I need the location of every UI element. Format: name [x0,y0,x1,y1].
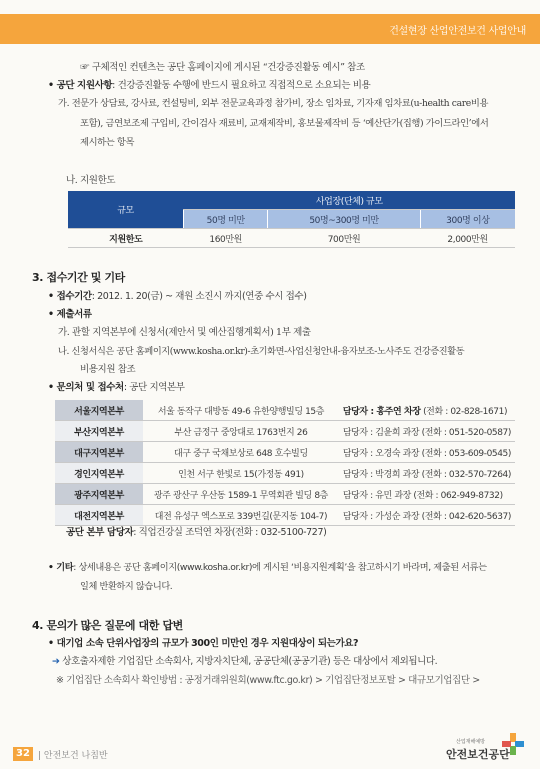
region-name: 경인지역본부 [55,463,143,484]
docs-na-line1: 나. 신청서식은 공단 홈페이지(www.kosha.or.kr)-초기화면-사업신청안내-융자보조-노사주도 건강증진활동 [58,346,465,357]
arrow-right-icon: ➔ [52,656,60,667]
region-contact: 담당자 : 유민 과장 (전화 : 062-949-8732) [339,484,515,505]
region-contact: 담당자 : 오경숙 과장 (전화 : 053-609-0545) [339,442,515,463]
etc-text-line1: : 상세내용은 공단 홈페이지(www.kosha.or.kr)에 게시된 ‘비용지원계획’을 참고하시기 바라며, 제출된 서류는 [73,562,487,573]
region-name: 서울지역본부 [55,400,143,421]
etc-label: • 기타 [48,562,74,573]
table-header-size: 300명 이상 [420,210,515,229]
faq-answer-text: 상호출자제한 기업집단 소속회사, 지방자치단체, 공공단체(공공기관) 등은 대상에서 제외됩니다. [62,656,438,667]
table-cell: 700만원 [268,229,420,248]
docs-ga: 가. 관할 지역본부에 신청서(제안서 및 예산집행계획서) 1부 제출 [58,327,311,338]
table-header-size: 50명 미만 [184,210,268,229]
hq-contact [66,527,326,539]
content-note: ☞ 구체적인 컨텐츠는 공단 홈페이지에 게시된 “건강증진활동 예시” 참조 [80,62,365,73]
period-item [48,291,307,303]
region-address: 대구 중구 국채보상로 648 호수빌딩 [143,442,339,463]
section-4-title: 4. 문의가 많은 질문에 대한 답변 [32,619,183,632]
period-label: • 접수기간 [48,291,92,302]
section-3-title: 3. 접수기간 및 기타 [32,271,125,284]
contact-item [48,382,185,394]
support-limit-heading: 나. 지원한도 [66,175,116,186]
region-contact: 담당자 : 김윤희 과장 (전화 : 051-520-0587) [339,421,515,442]
support-ga-line3: 제시하는 항목 [80,137,135,148]
region-name: 부산지역본부 [55,421,143,442]
region-contact: 담당자 : 가성순 과장 (전화 : 042-620-5637) [339,505,515,526]
table-cell: 2,000만원 [420,229,515,248]
region-address: 광주 광산구 우산동 1589-1 무역회관 빌딩 8층 [143,484,339,505]
docs-label: • 제출서류 [48,309,92,320]
table-header-scale: 규모 [68,191,184,229]
support-text: : 건강증진활동 수행에 반드시 필요하고 직접적으로 소요되는 비용 [112,80,371,91]
region-name: 대전지역본부 [55,505,143,526]
table-row [55,400,515,421]
region-contact: 담당자 : 박경희 과장 (전화 : 032-570-7264) [339,463,515,484]
support-ga-line1: 가. 전문가 상담료, 강사료, 컨설팅비, 외부 전문교육과정 참가비, 장소 임차료, 기자재 임차료(u-health care비용 [58,98,489,109]
org-tagline: 산업재해예방 [456,739,485,745]
docs-na-line2: 비용지원 참조 [80,364,136,375]
table-row [55,463,515,484]
table-row [55,484,515,505]
region-address: 인천 서구 한빛로 15(가정동 491) [143,463,339,484]
org-name: 안전보건공단 [446,748,510,761]
faq-note: ※ 기업집단 소속회사 확인방법 : 공정거래위원회(www.ftc.go.kr) > 기업집단정보포탈 > 대규모기업집단 > [56,675,480,686]
etc-text-line2: 일체 반환하지 않습니다. [80,581,173,592]
faq-question: • 대기업 소속 단위사업장의 규모가 300인 미만인 경우 지원대상이 되는가요? [48,638,359,649]
table-row-label: 지원한도 [68,229,184,248]
hq-contact-label: 공단 본부 담당자 [66,527,134,538]
faq-answer [52,656,437,668]
contact-text: : 공단 지역본부 [123,382,185,393]
kosha-logo-icon [501,732,525,756]
page-number: 32 [13,747,33,761]
region-address: 부산 금정구 중앙대로 1763번지 26 [143,421,339,442]
footer-text: | 안전보건 나침반 [38,751,108,761]
header-bar [0,14,540,44]
region-name: 광주지역본부 [55,484,143,505]
hq-contact-text: : 직업건강실 조덕연 차장(전화 : 032-5100-727) [133,527,327,538]
table-header-group: 사업장(단체) 규모 [184,191,516,210]
region-address: 대전 유성구 엑스포로 339번길(문지동 104-7) [143,505,339,526]
header-title: 건설현장 산업안전보건 사업안내 [389,26,526,37]
table-header-size: 50명~300명 미만 [268,210,420,229]
etc-item [48,562,487,574]
contact-table [55,400,515,526]
support-label: • 공단 지원사항 [48,80,113,91]
support-limit-table [68,191,515,248]
table-row [55,442,515,463]
region-address: 서울 동작구 대방동 49-6 유한양행빌딩 15층 [143,400,339,421]
region-name: 대구지역본부 [55,442,143,463]
contact-label: • 문의처 및 접수처 [48,382,124,393]
table-cell: 160만원 [184,229,268,248]
period-text: : 2012. 1. 20(금) ~ 재원 소진시 까지(연중 수시 접수) [91,291,307,302]
table-row [55,505,515,526]
region-contact: 담당자 : 홍주연 차장 (전화 : 02-828-1671) [339,400,515,421]
table-row [55,421,515,442]
support-ga-line2: 포함), 금연보조제 구입비, 간이검사 재료비, 교재제작비, 홍보물제작비 등 ‘예산단가(집행) 가이드라인’에서 [80,118,489,129]
support-item [48,80,370,92]
